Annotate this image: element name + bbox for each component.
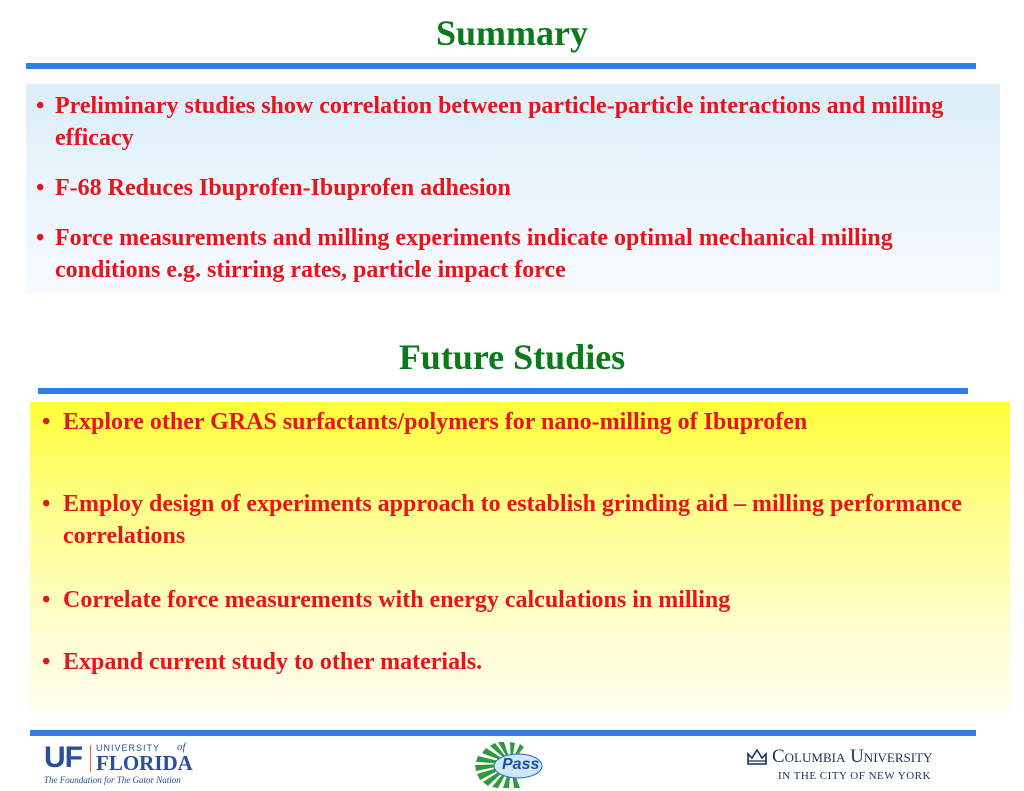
- bullet-dot: •: [42, 491, 51, 517]
- uf-florida-label: FLORIDA: [96, 751, 193, 775]
- columbia-logo: [746, 746, 986, 786]
- footer-rule: [30, 730, 976, 736]
- uf-logo: [44, 742, 214, 788]
- uf-university-label: UNIVERSITY: [96, 743, 161, 753]
- bullet-dot: •: [36, 175, 45, 201]
- bullet-dot: •: [36, 93, 45, 119]
- future-bullet-4: • Expand current study to other materials.: [42, 646, 982, 678]
- future-bullet-1: • Explore other GRAS surfactants/polymers for nano-milling of Ibuprofen: [42, 406, 952, 438]
- bullet-dot: •: [36, 225, 45, 251]
- summary-bullet-1: • Preliminary studies show correlation between particle-particle interactions and milling efficacy: [36, 90, 976, 154]
- summary-rule: [26, 63, 976, 69]
- future-bullet-2: • Employ design of experiments approach to establish grinding aid – milling performance correlations: [42, 488, 972, 552]
- summary-bullet-2: • F-68 Reduces Ibuprofen-Ibuprofen adhesion: [36, 172, 976, 204]
- bullet-dot: •: [42, 587, 51, 613]
- future-panel: [30, 402, 1010, 712]
- uf-tagline: The Foundation for The Gator Nation: [44, 775, 181, 785]
- future-bullet-3: • Correlate force measurements with energy calculations in milling: [42, 584, 982, 616]
- columbia-subtitle: IN THE CITY OF NEW YORK: [778, 770, 931, 782]
- summary-bullet-3: • Force measurements and milling experiments indicate optimal mechanical milling conditions e.g. stirring rates, particle impact force: [36, 222, 986, 286]
- bullet-dot: •: [42, 409, 51, 435]
- columbia-name: Columbia University: [772, 746, 933, 767]
- bullet-dot: •: [42, 649, 51, 675]
- pass-logo: [468, 740, 554, 788]
- uf-of-label: of: [177, 741, 186, 753]
- summary-panel: [26, 84, 1000, 294]
- pass-label: Pass: [502, 756, 540, 773]
- crown-icon: [746, 748, 768, 766]
- summary-title: Summary: [436, 13, 588, 53]
- future-rule: [38, 388, 968, 394]
- uf-divider: [90, 745, 91, 772]
- uf-mark: UF: [44, 741, 82, 774]
- future-title: Future Studies: [398, 337, 626, 377]
